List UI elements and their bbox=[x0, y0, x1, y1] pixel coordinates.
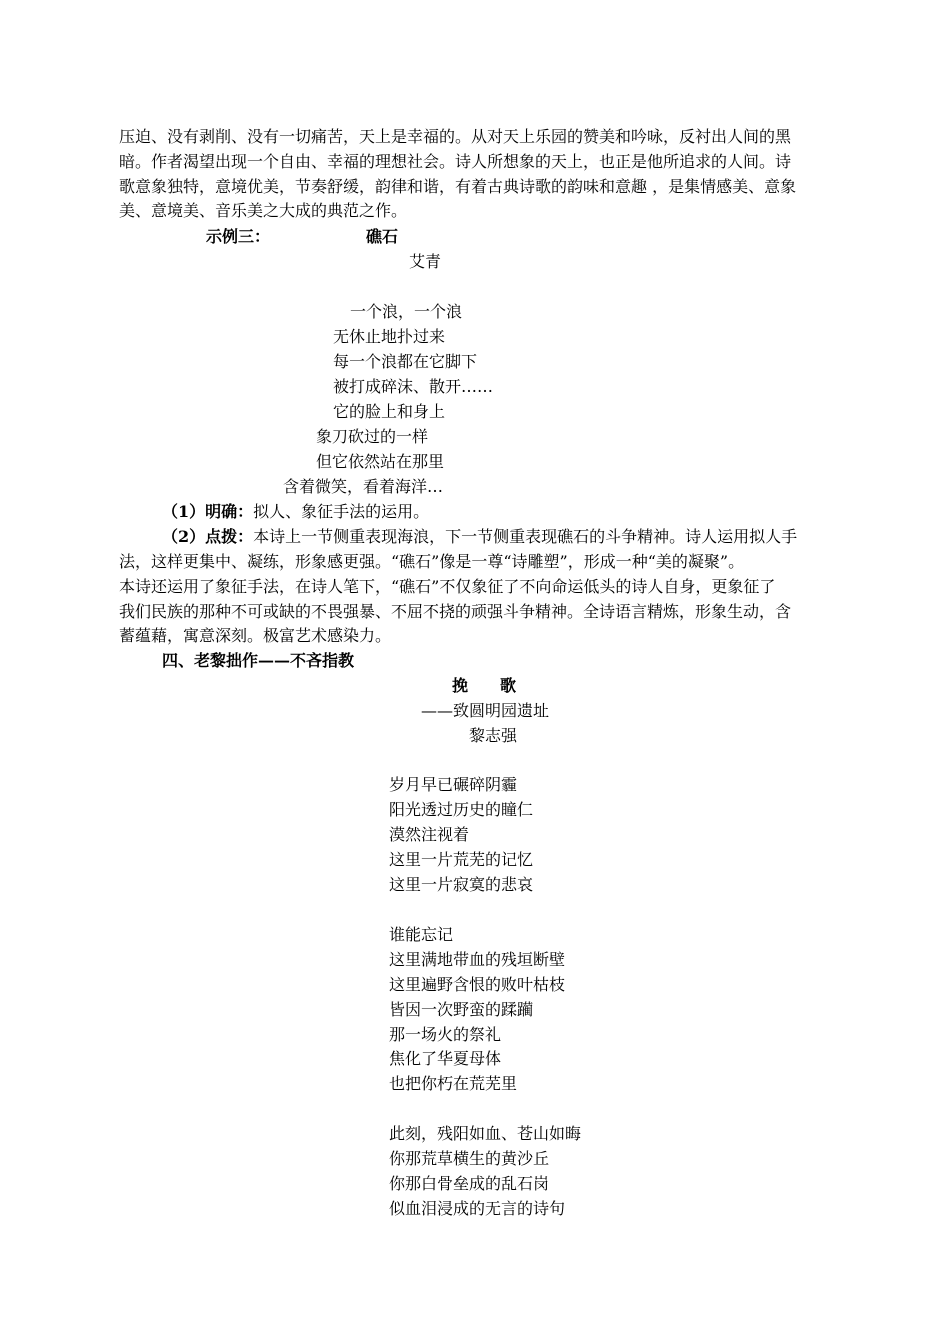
intro-paragraph bbox=[119, 125, 834, 224]
poem-line: 每一个浪都在它脚下 bbox=[333, 352, 478, 371]
poem-line: 这里一片荒芜的记忆 bbox=[389, 850, 534, 869]
poem-line: 谁能忘记 bbox=[389, 925, 454, 944]
poem-line: 漠然注视着 bbox=[389, 825, 470, 844]
section4-poem-title: 挽 歌 bbox=[452, 676, 517, 695]
point1-label: （1）明确： bbox=[162, 502, 254, 521]
intro-line: 美、意境美、音乐美之大成的典范之作。 bbox=[119, 201, 408, 221]
poem-line: 一个浪，一个浪 bbox=[350, 302, 463, 321]
poem-line: 你那荒草横生的黄沙丘 bbox=[389, 1149, 550, 1168]
poem-line: 似血泪浸成的无言的诗句 bbox=[389, 1199, 566, 1218]
example3-author: 艾青 bbox=[409, 252, 442, 271]
analysis-line: 法，这样更集中、凝练，形象感更强。“礁石”像是一尊“诗雕塑”，形成一种“美的凝聚”。 bbox=[119, 552, 745, 571]
section4-heading: 四、老黎拙作——不吝指教 bbox=[162, 651, 355, 670]
poem-line: 岁月早已碾碎阴霾 bbox=[389, 775, 518, 794]
example3-label: 示例三： bbox=[206, 227, 271, 246]
analysis-line: 本诗还运用了象征手法，在诗人笔下，“礁石”不仅象征了不向命运低头的诗人自身，更象征了 bbox=[119, 576, 776, 596]
poem-line: 阳光透过历史的瞳仁 bbox=[389, 800, 534, 819]
intro-line: 歌意象独特，意境优美，节奏舒缓，韵律和谐，有着古典诗歌的韵味和意趣 ，是集情感美、意象 bbox=[119, 176, 797, 196]
poem-line: 焦化了华夏母体 bbox=[389, 1049, 502, 1068]
example3-poem-title: 礁石 bbox=[366, 227, 399, 246]
poem-line: 此刻，残阳如血、苍山如晦 bbox=[389, 1124, 582, 1143]
intro-line: 压迫、没有剥削、没有一切痛苦，天上是幸福的。从对天上乐园的赞美和吟咏，反衬出人间的黑 bbox=[119, 127, 792, 146]
section4-author: 黎志强 bbox=[469, 726, 518, 745]
point2-label: （2）点拨： bbox=[162, 527, 254, 546]
poem-line: 也把你朽在荒芜里 bbox=[389, 1074, 518, 1093]
poem-line: 你那白骨垒成的乱石岗 bbox=[389, 1174, 550, 1193]
analysis-point-1 bbox=[162, 501, 429, 525]
poem-line: 被打成碎沫、散开…… bbox=[333, 377, 494, 396]
analysis-line: 我们民族的那种不可或缺的不畏强暴、不屈不挠的顽强斗争精神。全诗语言精炼，形象生动，含 bbox=[119, 601, 792, 621]
point1-text: 拟人、象征手法的运用。 bbox=[253, 502, 430, 521]
poem-line: 那一场火的祭礼 bbox=[389, 1025, 502, 1044]
poem-line: 这里满地带血的残垣断壁 bbox=[389, 950, 566, 969]
poem-line: 含着微笑，看着海洋… bbox=[283, 477, 444, 496]
poem-line: 这里遍野含恨的败叶枯枝 bbox=[389, 975, 566, 994]
poem-line: 它的脸上和身上 bbox=[333, 402, 446, 421]
analysis-point-2 bbox=[162, 526, 797, 550]
poem-line: 象刀砍过的一样 bbox=[316, 427, 429, 446]
section4-subtitle: ——致圆明园遗址 bbox=[421, 701, 550, 720]
poem-line: 但它依然站在那里 bbox=[316, 452, 445, 471]
poem-line: 无休止地扑过来 bbox=[333, 327, 446, 346]
poem-line: 皆因一次野蛮的蹂躏 bbox=[389, 1000, 534, 1019]
point2-first-line: 本诗上一节侧重表现海浪，下一节侧重表现礁石的斗争精神。诗人运用拟人手 bbox=[253, 527, 798, 546]
intro-line: 暗。作者渴望出现一个自由、幸福的理想社会。诗人所想象的天上，也正是他所追求的人间。诗 bbox=[119, 151, 792, 171]
poem-line: 这里一片寂寞的悲哀 bbox=[389, 875, 534, 894]
analysis-point-2-body bbox=[119, 550, 834, 649]
analysis-line: 蓄蕴藉，寓意深刻。极富艺术感染力。 bbox=[119, 626, 392, 646]
